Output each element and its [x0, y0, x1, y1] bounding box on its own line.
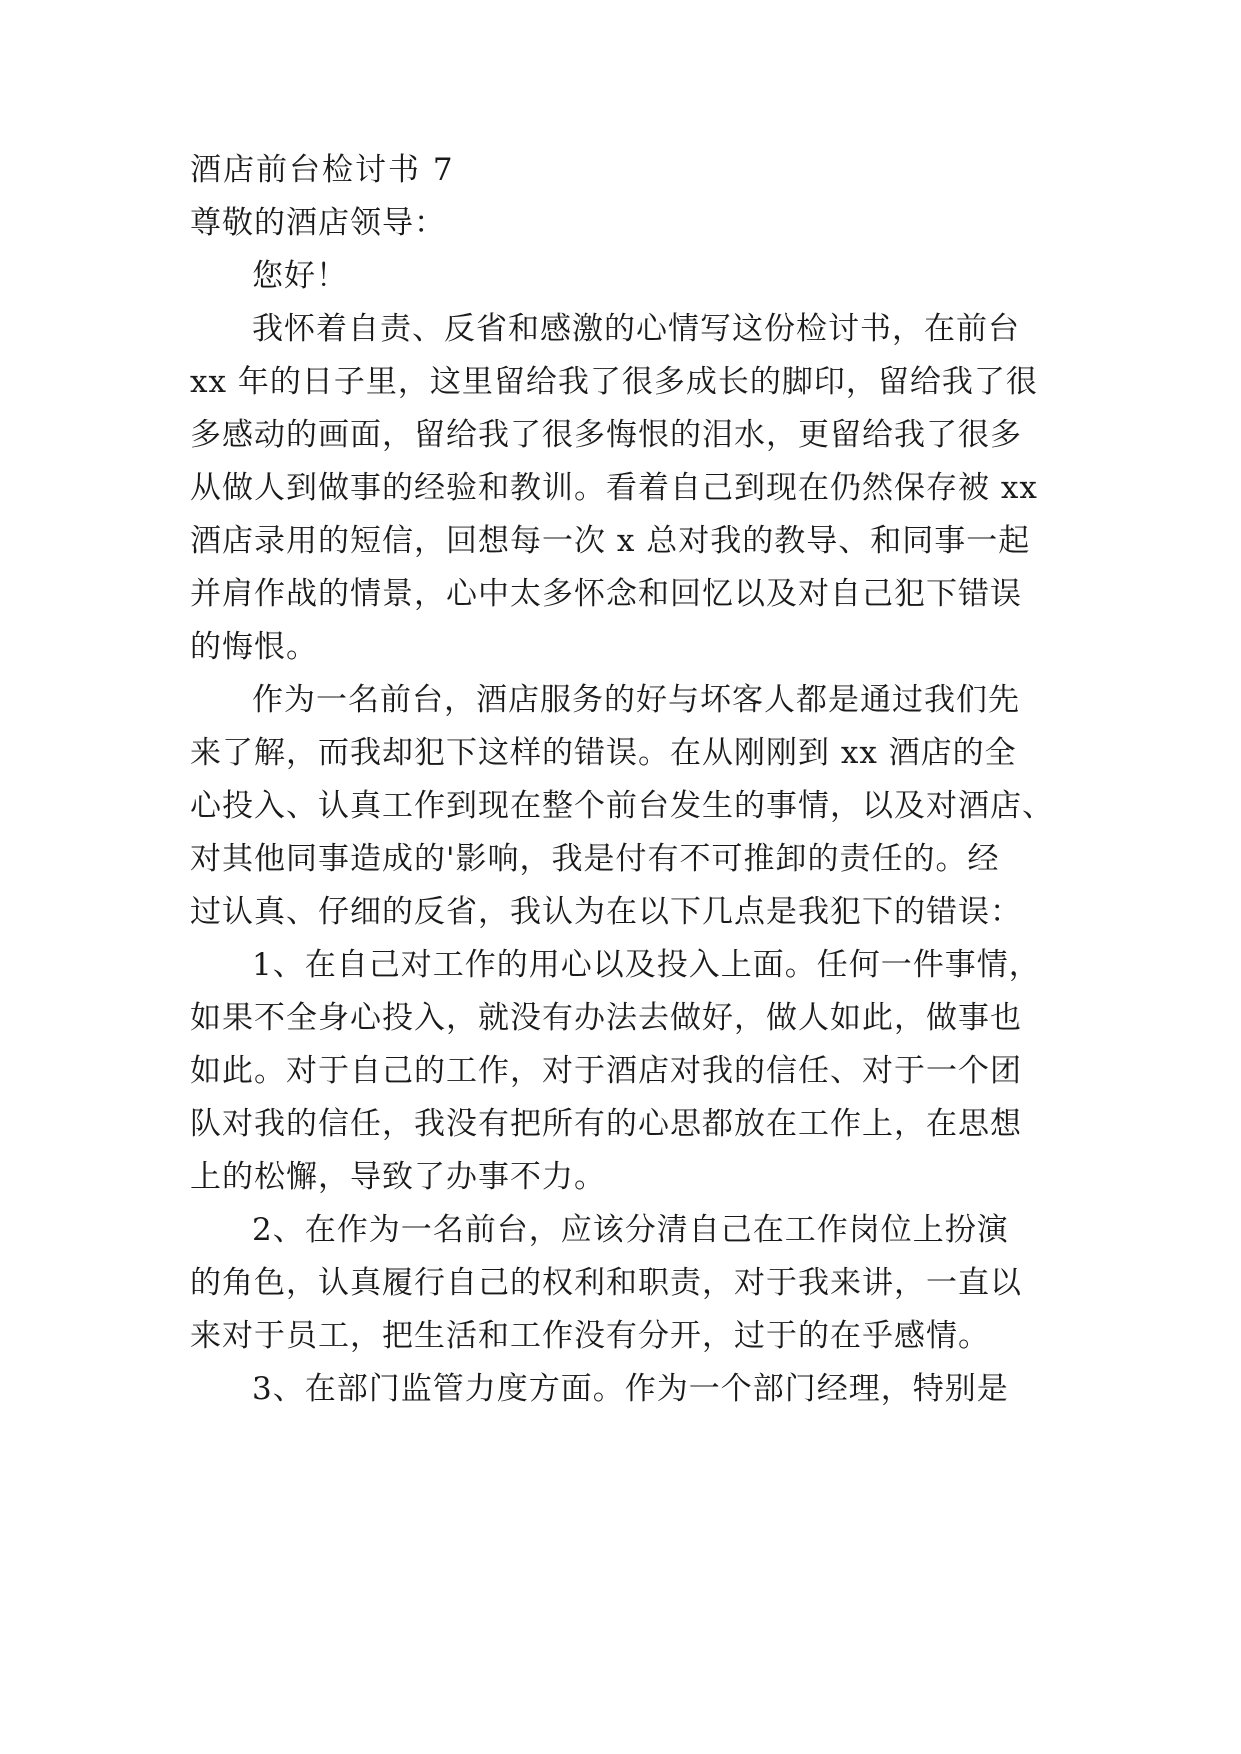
text-line: xx 年的日子里，这里留给我了很多成长的脚印，留给我了很	[190, 364, 1038, 400]
text-line: 我怀着自责、反省和感激的心情写这份检讨书，在前台	[252, 311, 1020, 347]
text-line: 对其他同事造成的'影响，我是付有不可推卸的责任的。经	[190, 841, 1000, 877]
text-line: 并肩作战的情景，心中太多怀念和回忆以及对自己犯下错误	[190, 576, 1022, 612]
document-title: 酒店前台检讨书 7	[190, 152, 455, 188]
text-line: 心投入、认真工作到现在整个前台发生的事情，以及对酒店、	[190, 788, 1054, 824]
text-line: 队对我的信任，我没有把所有的心思都放在工作上，在思想	[190, 1106, 1022, 1142]
text-line: 如此。对于自己的工作，对于酒店对我的信任、对于一个团	[190, 1053, 1022, 1089]
text-line: 来了解，而我却犯下这样的错误。在从刚刚到 xx 酒店的全	[190, 735, 1017, 771]
text-line: 上的松懈，导致了办事不力。	[190, 1159, 606, 1195]
text-line: 如果不全身心投入，就没有办法去做好，做人如此，做事也	[190, 1000, 1022, 1036]
text-line: 作为一名前台，酒店服务的好与坏客人都是通过我们先	[252, 682, 1020, 718]
text-line: 多感动的画面，留给我了很多悔恨的泪水，更留给我了很多	[190, 417, 1022, 453]
text-line: 的悔恨。	[190, 629, 318, 665]
text-line: 3、在部门监管力度方面。作为一个部门经理，特别是	[252, 1371, 1009, 1407]
text-line: 2、在作为一名前台，应该分清自己在工作岗位上扮演	[252, 1212, 1009, 1248]
text-line: 从做人到做事的经验和教训。看着自己到现在仍然保存被 xx	[190, 470, 1038, 506]
greeting: 您好！	[252, 258, 348, 294]
text-line: 过认真、仔细的反省，我认为在以下几点是我犯下的错误：	[190, 894, 1022, 930]
text-line: 的角色，认真履行自己的权利和职责，对于我来讲，一直以	[190, 1265, 1022, 1301]
salutation: 尊敬的酒店领导：	[190, 205, 446, 241]
text-line: 1、在自己对工作的用心以及投入上面。任何一件事情，	[252, 947, 1041, 983]
text-line: 来对于员工，把生活和工作没有分开，过于的在乎感情。	[190, 1318, 990, 1354]
text-line: 酒店录用的短信，回想每一次 x 总对我的教导、和同事一起	[190, 523, 1031, 559]
